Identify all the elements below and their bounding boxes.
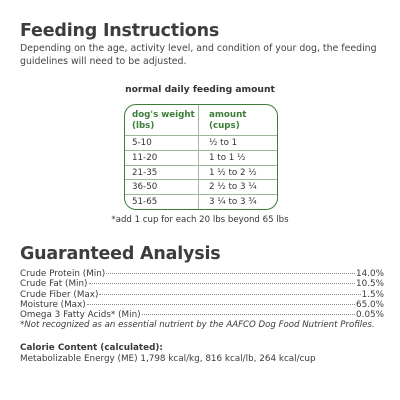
analysis-value: 1.5% [361,289,384,300]
table-cell: 36-50 [132,182,158,193]
table-row-divider [125,150,277,151]
analysis-row [20,290,384,300]
table-caption: normal daily feeding amount [125,84,275,95]
dot-leader [142,314,355,315]
feeding-note: *add 1 cup for each 20 lbs beyond 65 lbs [111,215,289,225]
analysis-row [20,279,384,289]
feeding-title: Feeding Instructions [20,21,220,41]
analysis-label: Crude Fiber (Max) [20,289,99,300]
table-cell: 5-10 [132,138,152,148]
analysis-label: Crude Protein (Min) [20,269,106,279]
analysis-value: 14.0% [356,269,384,279]
table-row-divider [125,179,277,180]
table-row-divider [125,194,277,195]
analysis-title: Guaranteed Analysis [20,244,221,264]
dot-leader [89,283,356,284]
table-cell: 3 ¼ to 3 ¾ [209,197,257,208]
table-cell: 1 to 1 ½ [209,152,246,163]
table-header-cell: amount (cups) [209,110,247,131]
analysis-footnote: *Not recognized as an essential nutrient by the AAFCO Dog Food Nutrient Profiles. [20,320,375,330]
table-cell: 1 ½ to 2 ½ [209,167,257,178]
dot-leader [106,273,355,274]
analysis-label: Crude Fat (Min) [20,279,88,290]
table-cell: 51-65 [132,197,158,208]
table-cell: 11-20 [132,152,158,163]
calorie-line: Metabolizable Energy (ME) 1,798 kcal/kg, 816 kcal/lb, 264 kcal/cup [20,354,316,364]
feeding-table [124,104,278,210]
calorie-heading: Calorie Content (calculated): [20,343,163,353]
table-header-cell: dog's weight (lbs) [132,110,195,131]
table-row-divider [125,165,277,166]
dot-leader [87,304,355,305]
dot-leader [99,294,360,295]
table-cell: ½ to 1 [209,138,238,148]
analysis-label: Moisture (Max) [20,299,86,310]
analysis-value: 10.5% [356,279,384,290]
analysis-value: 65.0% [356,299,384,310]
analysis-value: 0.05% [356,310,384,321]
analysis-rows [20,269,384,320]
feeding-intro: Depending on the age, activity level, and condition of your dog, the feeding guidelines will need to be adjusted. [20,43,377,67]
analysis-row [20,269,384,279]
analysis-row [20,300,384,310]
analysis-row [20,310,384,320]
table-row-divider [125,135,277,136]
analysis-label: Omega 3 Fatty Acids* (Min) [20,310,141,321]
table-cell: 21-35 [132,167,158,178]
table-cell: 2 ½ to 3 ¼ [209,182,257,193]
